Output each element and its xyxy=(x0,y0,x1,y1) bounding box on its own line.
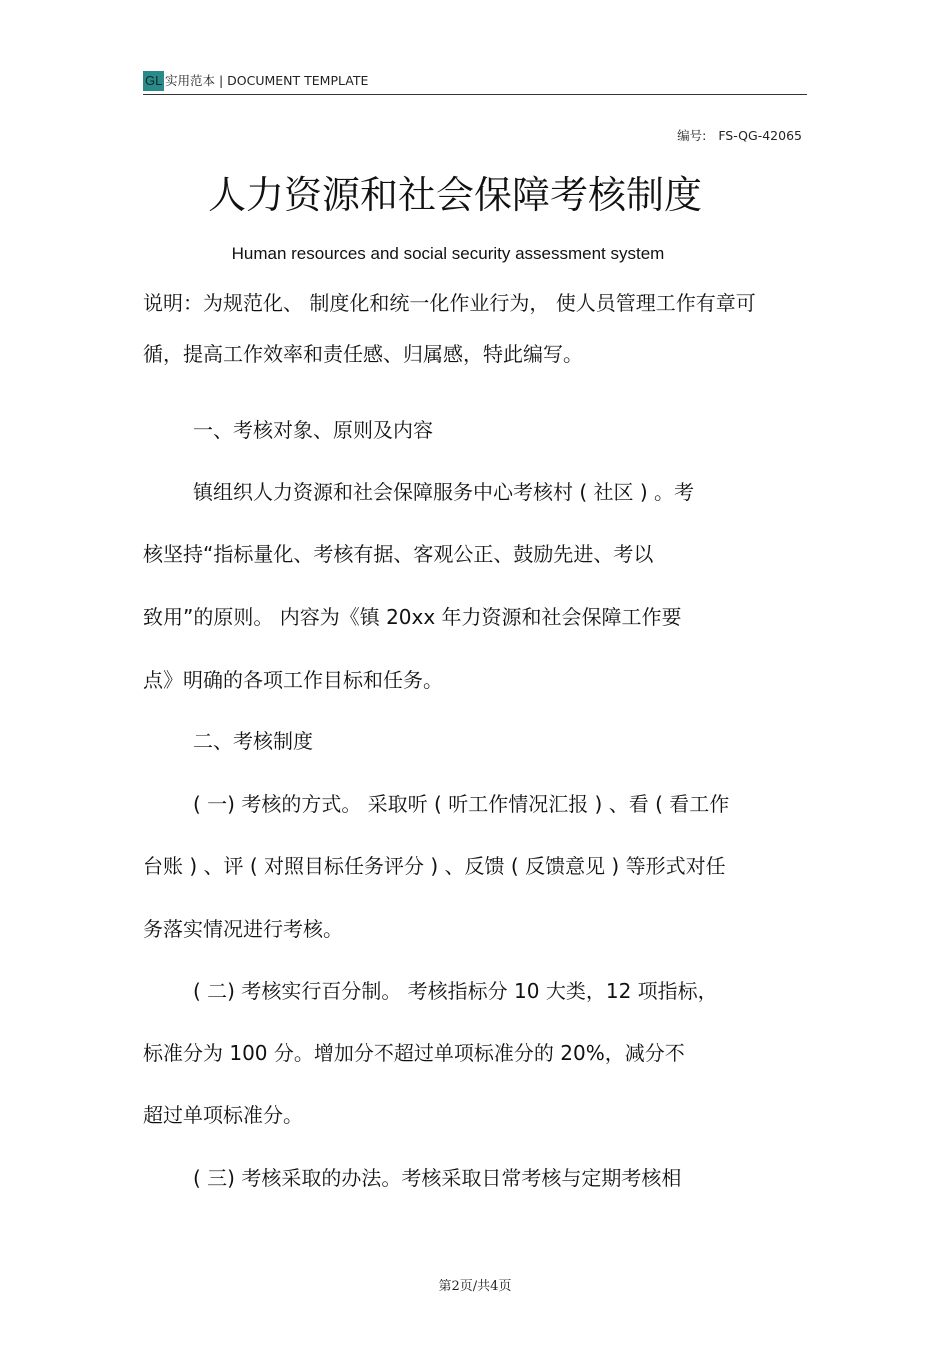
body-line: 核坚持“指标量化、考核有据、客观公正、鼓励先进、考以 xyxy=(143,542,654,566)
document-subtitle: Human resources and social security assessment system xyxy=(231,244,665,263)
header-text: 实用范本 | DOCUMENT TEMPLATE xyxy=(165,73,369,88)
body-line: 循，提高工作效率和责任感、归属感，特此编写。 xyxy=(143,342,583,366)
header-logo: GL xyxy=(143,71,164,91)
section-heading-1: 一、考核对象、原则及内容 xyxy=(193,418,433,442)
body-line: 务落实情况进行考核。 xyxy=(143,917,343,941)
body-line: 说明：为规范化、 制度化和统一化作业行为， 使人员管理工作有章可 xyxy=(143,291,756,315)
page-header xyxy=(143,70,807,95)
body-line: 超过单项标准分。 xyxy=(143,1103,303,1127)
body-line: 点》明确的各项工作目标和任务。 xyxy=(143,668,443,692)
document-code-value: FS-QG-42065 xyxy=(718,128,802,143)
document-code-label: 编号: xyxy=(677,128,707,143)
body-line: ( 三) 考核采取的办法。考核采取日常考核与定期考核相 xyxy=(193,1166,682,1190)
body-line: 致用”的原则。 内容为《镇 20xx 年力资源和社会保障工作要 xyxy=(143,605,682,629)
section-heading-2: 二、考核制度 xyxy=(193,729,313,753)
body-line: ( 一) 考核的方式。 采取听 ( 听工作情况汇报 ) 、看 ( 看工作 xyxy=(193,792,730,816)
document-code xyxy=(677,126,802,144)
page-footer: 第2页/共4页 xyxy=(438,1279,512,1294)
document-title: 人力资源和社会保障考核制度 xyxy=(207,173,702,217)
body-line: 标准分为 100 分。增加分不超过单项标准分的 20%，减分不 xyxy=(143,1041,685,1065)
body-line: 台账 ) 、评 ( 对照目标任务评分 ) 、反馈 ( 反馈意见 ) 等形式对任 xyxy=(143,854,726,878)
body-line: 镇组织人力资源和社会保障服务中心考核村 ( 社区 ) 。考 xyxy=(193,480,695,504)
body-line: ( 二) 考核实行百分制。 考核指标分 10 大类，12 项指标， xyxy=(193,979,718,1003)
